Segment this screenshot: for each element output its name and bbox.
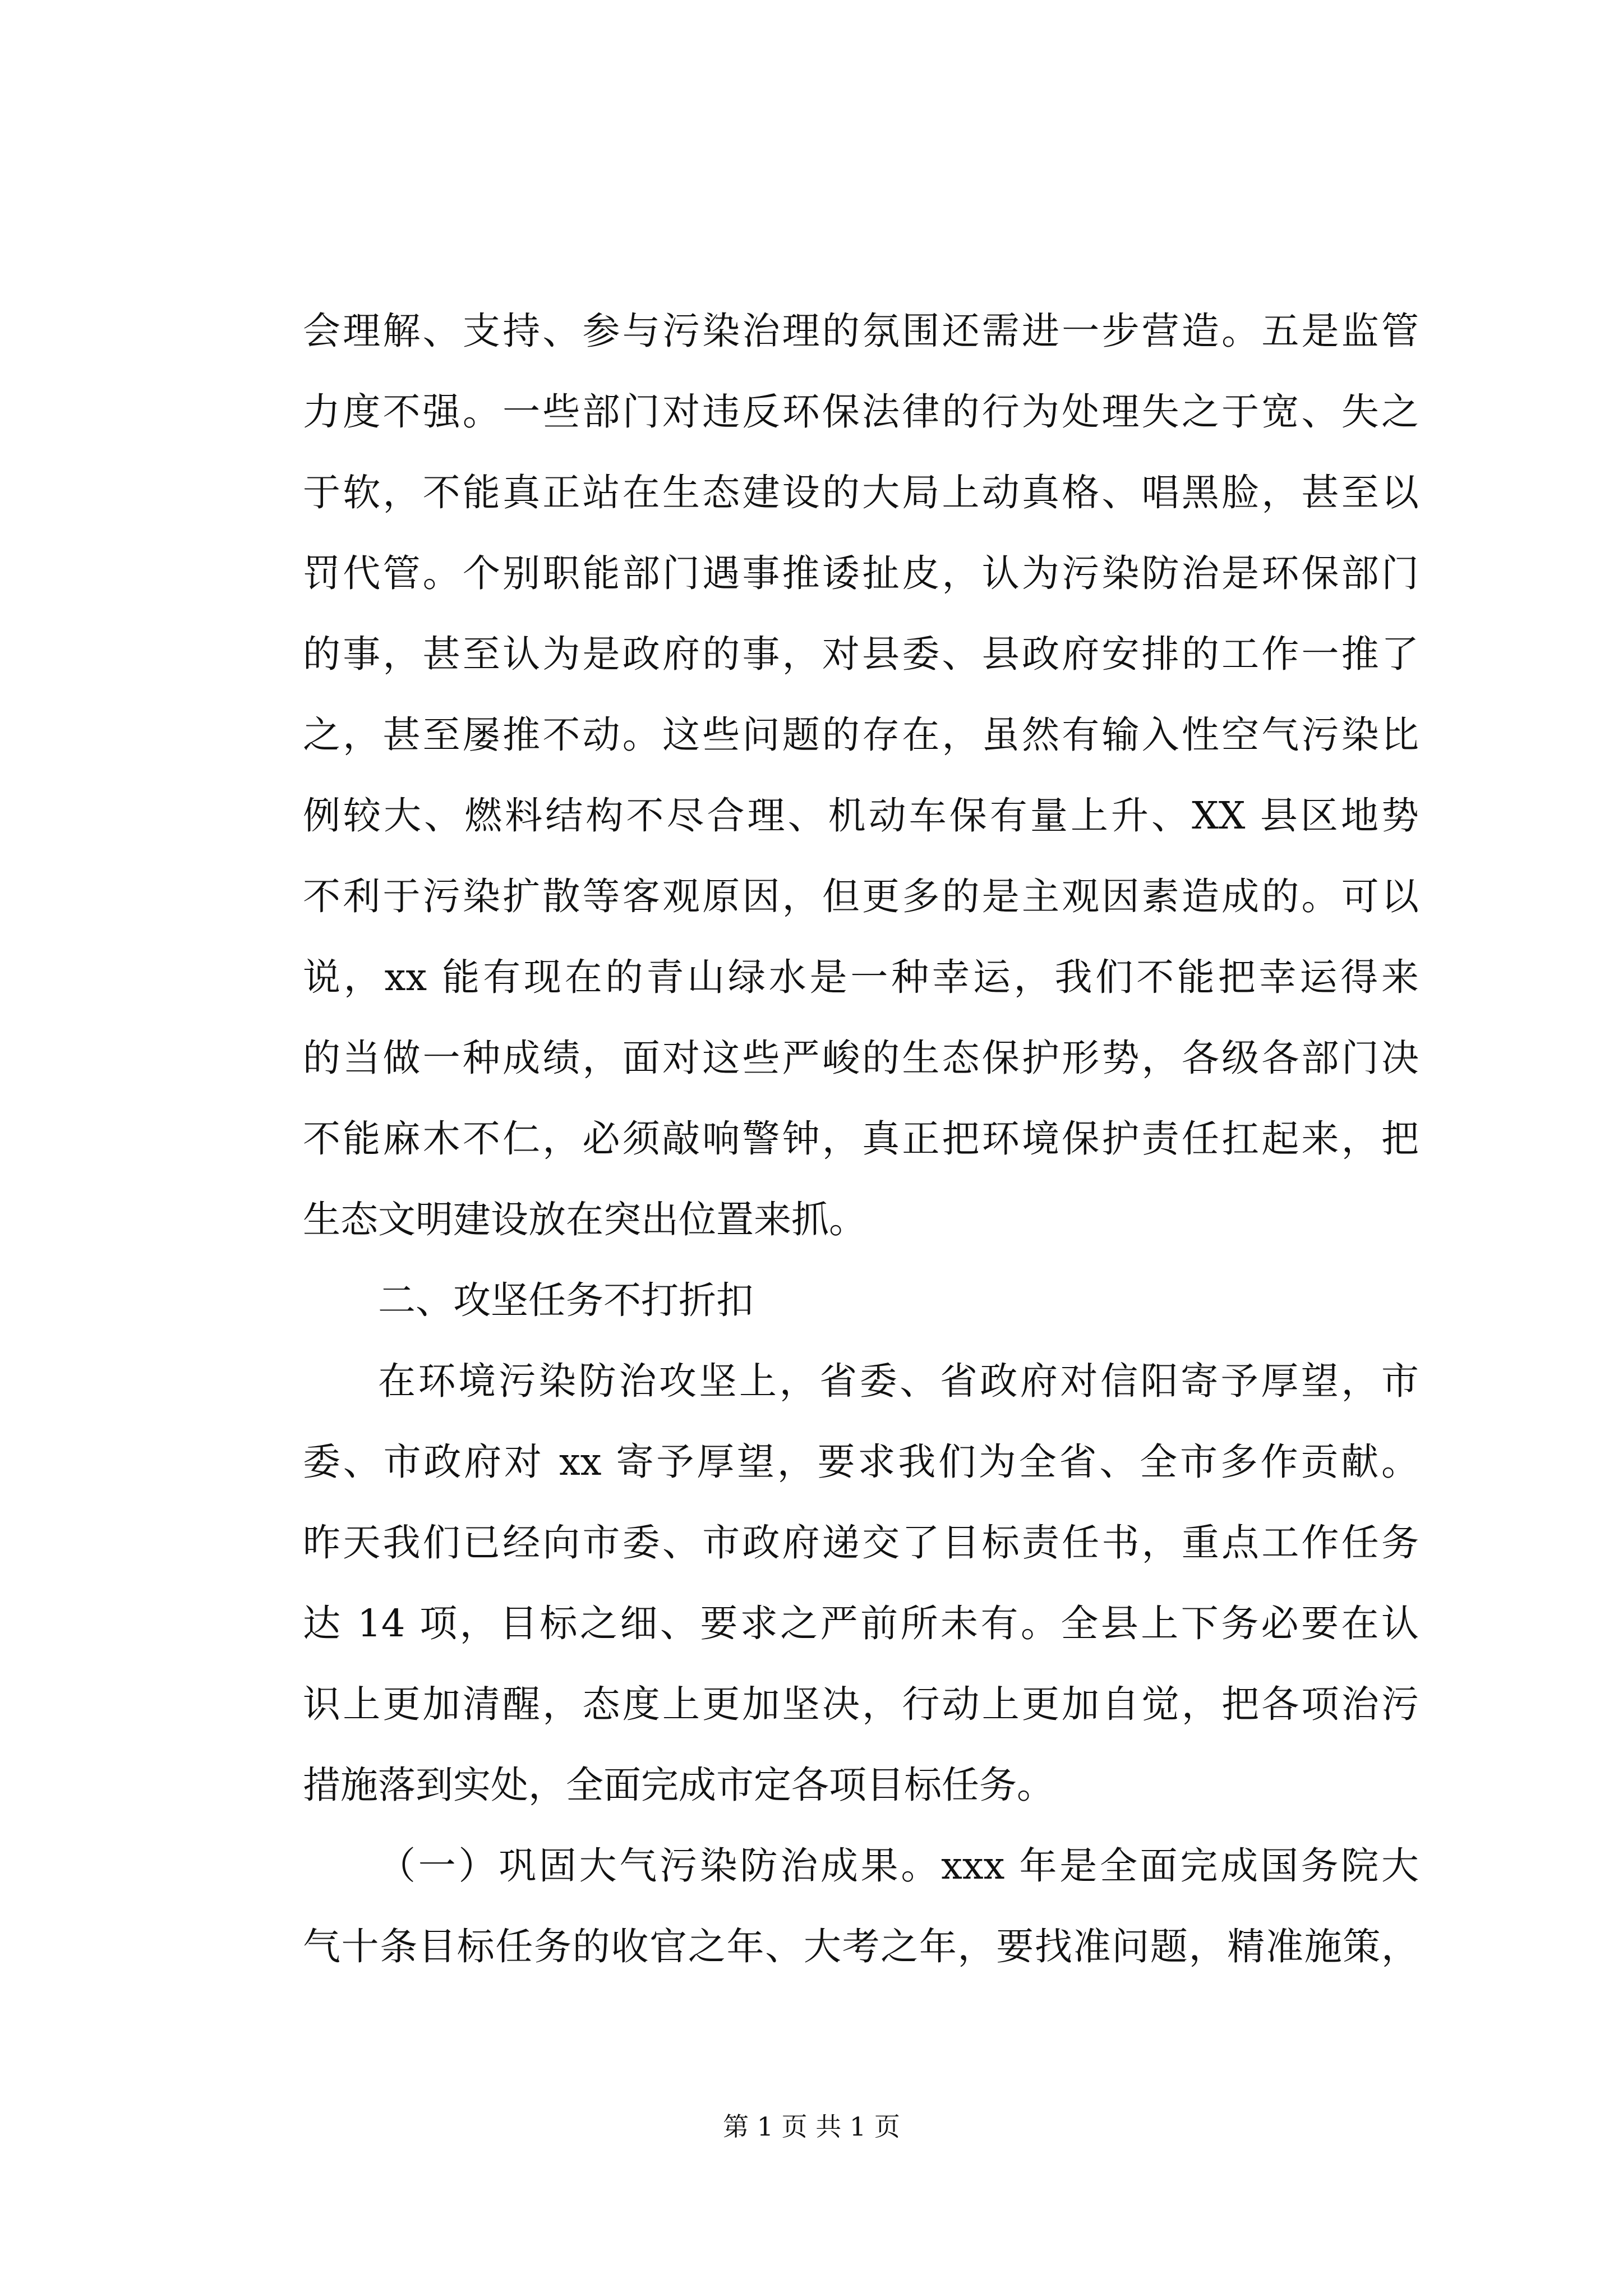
paragraph-line: 说，xx 能有现在的青山绿水是一种幸运，我们不能把幸运得来 — [303, 955, 1419, 999]
document-body — [303, 291, 1419, 1987]
paragraph-line: 的当做一种成绩，面对这些严峻的生态保护形势，各级各部门决 — [303, 1036, 1419, 1080]
section-heading: 二、攻坚任务不打折扣 — [378, 1278, 754, 1322]
paragraph-line: 不利于污染扩散等客观原因，但更多的是主观因素造成的。可以 — [303, 875, 1419, 918]
paragraph-line: 气十条目标任务的收官之年、大考之年，要找准问题，精准施策， — [303, 1925, 1419, 1968]
paragraph-line: 在环境污染防治攻坚上，省委、省政府对信阳寄予厚望，市 — [378, 1359, 1419, 1403]
paragraph-line: 会理解、支持、参与污染治理的氛围还需进一步营造。五是监管 — [303, 309, 1419, 353]
paragraph-line: 于软，不能真正站在生态建设的大局上动真格、唱黑脸，甚至以 — [303, 471, 1419, 514]
page-number-footer: 第 1 页 共 1 页 — [723, 2111, 900, 2142]
paragraph-line: 昨天我们已经向市委、市政府递交了目标责任书，重点工作任务 — [303, 1521, 1419, 1565]
paragraph-line: 例较大、燃料结构不尽合理、机动车保有量上升、XX 县区地势 — [303, 794, 1419, 838]
subsection-line: （一）巩固大气污染防治成果。xxx 年是全面完成国务院大 — [378, 1844, 1419, 1888]
paragraph-line: 不能麻木不仁，必须敲响警钟，真正把环境保护责任扛起来，把 — [303, 1117, 1419, 1161]
paragraph-line: 力度不强。一些部门对违反环保法律的行为处理失之于宽、失之 — [303, 390, 1419, 434]
paragraph-line: 生态文明建设放在突出位置来抓。 — [303, 1198, 866, 1241]
paragraph-line: 的事，甚至认为是政府的事，对县委、县政府安排的工作一推了 — [303, 632, 1419, 676]
paragraph-line: 达 14 项，目标之细、要求之严前所未有。全县上下务必要在认 — [303, 1602, 1419, 1645]
paragraph-line: 罚代管。个别职能部门遇事推诿扯皮，认为污染防治是环保部门 — [303, 551, 1419, 595]
paragraph-line: 识上更加清醒，态度上更加坚决，行动上更加自觉，把各项治污 — [303, 1682, 1419, 1726]
paragraph-line: 之，甚至屡推不动。这些问题的存在，虽然有输入性空气污染比 — [303, 713, 1419, 757]
paragraph-line: 措施落到实处，全面完成市定各项目标任务。 — [303, 1763, 1054, 1807]
paragraph-line: 委、市政府对 xx 寄予厚望，要求我们为全省、全市多作贡献。 — [303, 1440, 1419, 1484]
